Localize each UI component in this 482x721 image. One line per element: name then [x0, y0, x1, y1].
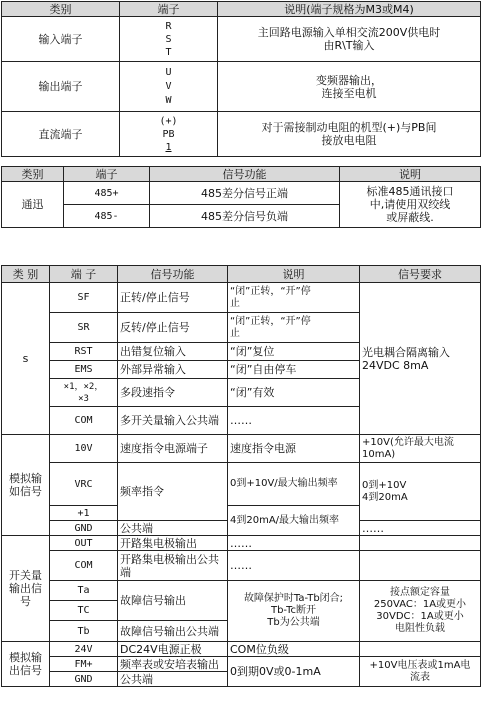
header-desc: 说明(端子规格为M3或M4)	[218, 2, 481, 17]
terminal-cell	[120, 112, 218, 157]
desc-com1: ……	[228, 407, 360, 435]
header-terminal: 端 子	[50, 266, 118, 283]
category-analog-output: 模拟输 出信号	[2, 642, 50, 687]
header-terminal: 端子	[120, 2, 218, 17]
desc-sf: “闭”正转，“开”停 止	[228, 283, 360, 313]
terminal-sr: SR	[50, 313, 118, 343]
req-com2-empty	[360, 551, 481, 581]
function-gnd2: 公共端	[118, 672, 228, 687]
terminal-plus1: +1	[50, 506, 118, 521]
function-ems: 外部异常输入	[118, 361, 228, 379]
header-desc: 说明	[340, 167, 481, 182]
category-switch-input: s	[2, 283, 50, 435]
desc-input: 主回路电源输入单相交流200V供电时 由R\T输入	[218, 17, 481, 62]
terminal-gnd2: GND	[50, 672, 118, 687]
terminal-vrc: VRC	[50, 463, 118, 506]
terminal-r: R	[165, 20, 172, 32]
terminal-com2: COM	[50, 551, 118, 581]
terminal-table-1	[1, 1, 481, 157]
header-function: 信号功能	[150, 167, 340, 182]
header-desc: 说明	[228, 266, 360, 283]
terminal-v: V	[165, 80, 172, 92]
desc-vrc-current: 4到20mA/最大输出频率	[228, 506, 360, 536]
req-meter: +10V电压表或1mA电 流表	[360, 657, 481, 687]
desc-rst: “闭”复位	[228, 343, 360, 361]
terminal-1: 1	[165, 141, 172, 153]
req-relay: 接点额定容量 250VAC：1A或更小 30VDC：1A或更小 电阻性负载	[360, 581, 481, 642]
function-tb: 故障信号输出公共端	[118, 621, 228, 642]
terminal-out: OUT	[50, 536, 118, 551]
desc-output: 变频器输出， 连接至电机	[218, 62, 481, 112]
terminal-x123: ×1，×2， ×3	[50, 379, 118, 407]
terminal-plus: (+)	[159, 115, 178, 127]
req-out-empty	[360, 536, 481, 551]
terminal-tc: TC	[50, 601, 118, 621]
desc-dc: 对于需接制动电阻的机型(+)与PB间 接放电电阻	[218, 112, 481, 157]
desc-gnd1: ……	[360, 521, 481, 536]
control-terminal-table	[1, 265, 481, 687]
terminal-fm: FM+	[50, 657, 118, 672]
function-485-plus: 485差分信号正端	[150, 182, 340, 205]
terminal-t: T	[165, 46, 172, 58]
terminal-pb: PB	[162, 128, 175, 140]
terminal-gnd1: GND	[50, 521, 118, 536]
header-requirement: 信号要求	[360, 266, 481, 283]
terminal-rst: RST	[50, 343, 118, 361]
desc-vrc-voltage: 0到+10V/最大输出频率	[228, 463, 360, 506]
function-sf: 正转/停止信号	[118, 283, 228, 313]
req-switch-input: 光电耦合隔离输入 24VDC 8mA	[360, 283, 481, 435]
function-vrc: 频率指令	[118, 463, 228, 521]
header-category: 类别	[2, 2, 120, 17]
header-terminal: 端子	[64, 167, 150, 182]
category-comm: 通迅	[2, 182, 64, 228]
category-output: 输出端子	[2, 62, 120, 112]
desc-ems: “闭”自由停车	[228, 361, 360, 379]
function-rst: 出错复位输入	[118, 343, 228, 361]
category-analog-input: 模拟输 如信号	[2, 435, 50, 536]
category-dc: 直流端子	[2, 112, 120, 157]
header-category: 类别	[2, 167, 64, 182]
function-ta: 故障信号输出	[118, 581, 228, 621]
desc-10v: 速度指令电源	[228, 435, 360, 463]
terminal-485-minus: 485-	[64, 205, 150, 228]
function-com1: 多开关量输入公共端	[118, 407, 228, 435]
function-x123: 多段速指令	[118, 379, 228, 407]
terminal-cell	[120, 62, 218, 112]
function-10v: 速度指令电源端子	[118, 435, 228, 463]
terminal-ta: Ta	[50, 581, 118, 601]
desc-out: ……	[228, 536, 360, 551]
req-10v: +10V(允许最大电流 10mA)	[360, 435, 481, 463]
terminal-s: S	[165, 33, 172, 45]
comm-table	[1, 166, 481, 228]
terminal-cell	[120, 17, 218, 62]
function-sr: 反转/停止信号	[118, 313, 228, 343]
function-com2: 开路集电极输出公共 端	[118, 551, 228, 581]
desc-fm: 0到期0V或0-1mA	[228, 657, 360, 687]
terminal-ems: EMS	[50, 361, 118, 379]
function-24v: DC24V电源正极	[118, 642, 228, 657]
function-485-minus: 485差分信号负端	[150, 205, 340, 228]
terminal-24v: 24V	[50, 642, 118, 657]
terminal-10v: 10V	[50, 435, 118, 463]
header-function: 信号功能	[118, 266, 228, 283]
terminal-w: W	[165, 94, 172, 106]
function-fm: 频率表或安培表输出	[118, 657, 228, 672]
function-gnd1: 公共端	[118, 521, 228, 536]
desc-sr: “闭”正转，“开”停 止	[228, 313, 360, 343]
terminal-sf: SF	[50, 283, 118, 313]
desc-24v: COM位负级	[228, 642, 360, 657]
desc-x123: “闭”有效	[228, 379, 360, 407]
category-input: 输入端子	[2, 17, 120, 62]
desc-fault: 故障保护时Ta-Tb闭合; Tb-Tc断开 Tb为公共端	[228, 581, 360, 642]
req-24v-empty	[360, 642, 481, 657]
category-switch-output: 开关量 输出信 号	[2, 536, 50, 642]
function-out: 开路集电极输出	[118, 536, 228, 551]
req-vrc: 0到+10V 4到20mA	[360, 463, 481, 521]
header-category: 类 别	[2, 266, 50, 283]
terminal-com1: COM	[50, 407, 118, 435]
terminal-485-plus: 485+	[64, 182, 150, 205]
terminal-u: U	[165, 66, 172, 78]
terminal-tb: Tb	[50, 621, 118, 642]
desc-com2: ……	[228, 551, 360, 581]
desc-comm: 标准485通讯接口 中,请使用双绞线 或屏蔽线.	[340, 182, 481, 228]
